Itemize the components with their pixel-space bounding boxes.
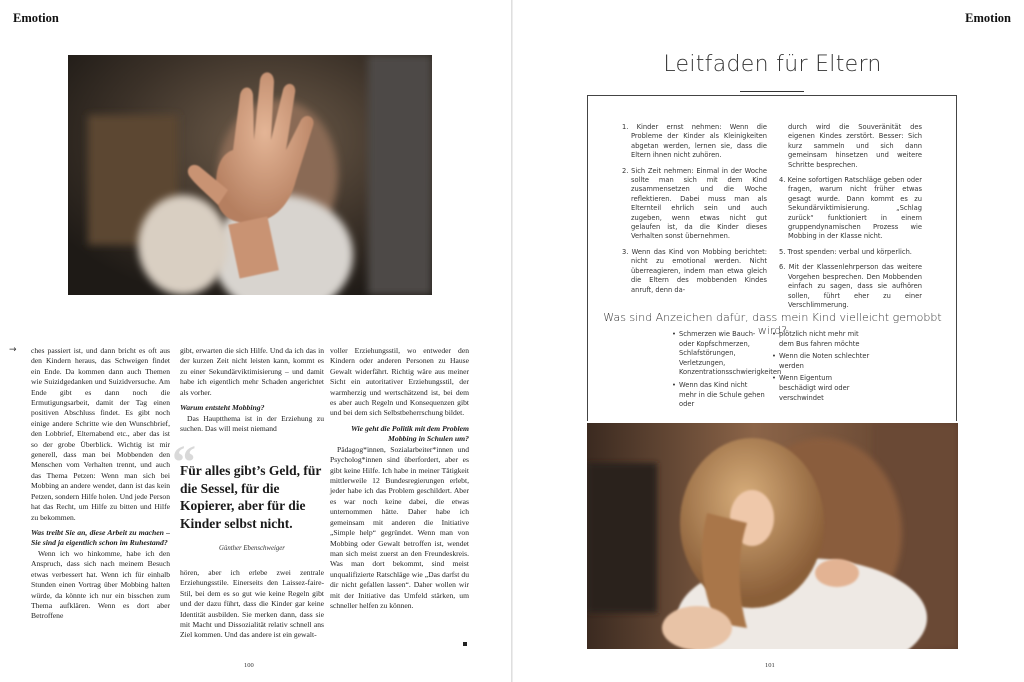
article-column-3 xyxy=(330,346,469,611)
paragraph: voller Erziehungsstil, wo entweder den Kindern oder anderen Personen zu Hause Gewalt widerfährt. Richtig wäre aus meiner Sicht ein autoritativer Erziehungsstil, der warmherzig und wertschätzend ist, bei dem es aber auch Regeln und Konsequenzen gibt und bei dem sich Selbstbeherrschung bildet. xyxy=(330,346,469,418)
hug-illustration xyxy=(587,423,958,649)
magazine-section-left: Emotion xyxy=(13,11,59,25)
title-underline xyxy=(740,91,804,92)
sign-item-text: plötzlich nicht mehr mit dem Bus fahren möchte xyxy=(779,330,860,348)
guide-title: Leitfaden für Eltern xyxy=(663,52,882,77)
paragraph: gibt, erwarten die sich Hilfe. Und da ich das in der kurzen Zeit nicht leisten kann, kommt es zu einer Sekundärviktimisierung – und damit habe ich eigentlich mehr Schaden angerichtet als vorher. xyxy=(180,346,324,397)
guide-item: durch wird die Souveränität des eigenen Kindes zerstört. Besser: Sich kurz sammeln und sich dann gemeinsam hinsetzen und weitere Schritte besprechen. xyxy=(788,123,922,169)
continuation-arrow-icon: → xyxy=(9,345,17,355)
interview-question: Was treibt Sie an, diese Arbeit zu machen – Sie sind ja eigentlich schon im Ruhestand? xyxy=(31,527,170,547)
page-number-left: 100 xyxy=(244,662,254,669)
page-spine xyxy=(511,0,513,682)
sign-item-continued xyxy=(772,330,870,349)
article-column-2-top xyxy=(180,346,324,435)
guide-item: 6. Mit der Klassenlehrperson das weitere Vorgehen besprechen. Den Mobbenden einfach zu sagen, dass sie aufhören sollen, führt eher zu einer Verschlimmerung. xyxy=(779,263,922,309)
paragraph: Pädagog*innen, Sozialarbeiter*innen und Psycholog*innen sind überfordert, aber es gibt keine Hilfe. Ich habe in meiner Tätigkeit mittlerweile 12 Bundesregierungen erlebt, jeder habe ich das Problem geschildert. Aber es war noch keine dabei, die etwas unternommen hätte. Daher habe ich gemeinsam mit anderen die Initiative „Simple help“ gegründet. Wenn man von Mobbing oder Gewalt betroffen ist, wendet man sich meist zuerst an den Freundeskreis. Was man dort bekommt, sind meist unqualifizierte Ratschläge wie „Das darfst du dir nicht gefallen lassen“. Daher wollen wir mit der Initiative das Umfeld stärken, um schneller helfen zu können. xyxy=(330,444,469,610)
guide-column-right xyxy=(779,123,922,316)
pull-quote-author: Günther Ebenschweiger xyxy=(219,545,285,552)
quote-mark-icon: “ xyxy=(172,436,196,489)
sign-item: • Wenn Eigentum beschädigt wird oder verschwindet xyxy=(772,374,870,403)
page-number-right: 101 xyxy=(765,662,775,669)
stop-hand-illustration xyxy=(68,55,432,295)
mother-daughter-hug-photo xyxy=(587,423,958,649)
guide-column-left xyxy=(622,123,767,301)
article-end-mark-icon xyxy=(463,642,467,646)
signs-list-left xyxy=(672,330,782,413)
article-column-2-bottom xyxy=(180,568,324,641)
paragraph: hören, aber ich erlebe zwei zentrale Erziehungsstile. Einerseits den Laissez-faire-Stil, bei dem es so gut wie keine Regeln gibt und der dazu führt, dass die Kinder gar keine Identität ausbilden. Sie merken dann, dass sie mit Macht und Dissozialität relativ schnell ans Ziel kommen. Und das andere ist ein gewalt- xyxy=(180,568,324,640)
sign-item: • Schmerzen wie Bauch- oder Kopfschmerzen, Schlafstörungen, Verletzungen, Konzentrationsschwierigkeiten xyxy=(672,330,765,378)
guide-item: 5. Trost spenden: verbal und körperlich. xyxy=(779,247,912,256)
paragraph: ches passiert ist, und dann bricht es oft aus den Kindern heraus, das Schweigen findet ein Ende. Da kommen dann auch Themen wie Suizidgedanken und Suizidversuche. Am Ende gibt es dann noch die Ermutigungsarbeit, damit der Tag einen positiven Abschluss findet. Es gibt noch einige andere Schritte wie den Wunschbrief, den Lobbrief, Elternabend etc., aber das ist so der grobe Überblick. Wichtig ist mir generell, dass man bei Mobbenden den Menschen vom Verhalten trennt, und auch das Thema Petzen: Wenn man sich bei Mobbing an andere wendet, dann ist das kein Petzen, sondern Hilfe holen. Und jede Person hat das Recht, um Hilfe zu bitten und Hilfe zu bekommen. xyxy=(31,346,170,522)
signs-list-right xyxy=(772,330,870,406)
paragraph: Das Hauptthema ist in der Erziehung zu suchen. Das will meist niemand xyxy=(180,414,324,434)
signs-title: Was sind Anzeichen dafür, dass mein Kind vielleicht gemobbt wird? xyxy=(603,311,942,337)
sign-item: • Wenn die Noten schlechter werden xyxy=(772,352,870,371)
guide-item: 3. Wenn das Kind von Mobbing berichtet: nicht zu emotional werden. Nicht überreagieren, indem man etwa gleich die Eltern des mobbenden Kindes anruft, denn da- xyxy=(622,247,767,294)
paragraph: Wenn ich wo hinkomme, habe ich den Anspruch, dass sich nach meinem Besuch etwas verbessert hat. Wenn ich für einhalb Stunden einen Vortrag über Mobbing halten würde, da könnte ich nur ein bisschen zum Thema aufklären. Wenn es dort aber Betroffene xyxy=(31,548,170,621)
pull-quote: Für alles gibt’s Geld, für die Sessel, für die Kopierer, aber für die Kinder selbst nicht. xyxy=(180,463,322,531)
sign-item: • Wenn das Kind nicht mehr in die Schule gehen oder xyxy=(672,381,765,410)
magazine-section-right: Emotion xyxy=(965,11,1011,25)
guide-item: 2. Sich Zeit nehmen: Einmal in der Woche sollte man sich mit dem Kind zusammensetzen und die Woche reflektieren. Dabei muss man als Elternteil ehrlich sein und auch zugeben, wenn etwas nicht gut gelaufen ist, da die Kinder dieses Verhalten sonst übernehmen. xyxy=(622,166,767,241)
interview-question: Wie geht die Politik mit dem Problem Mobbing in Schulen um? xyxy=(350,423,469,443)
guide-item: 1. Kinder ernst nehmen: Wenn die Probleme der Kinder als Kleinigkeiten abgetan werden, lernen sie, dass die Eltern ihnen nicht zuhören. xyxy=(622,123,767,160)
guide-item: 4. Keine sofortigen Ratschläge geben oder fragen, warum nicht früher etwas gesagt wurde. Dann kommt es zu Sekundärviktimisierung. „Schlag zurück“ funktioniert in einem gruppendynamischen Prozess wie Mobbing in der Klasse nicht. xyxy=(779,176,922,241)
article-column-1 xyxy=(31,346,170,622)
stop-hand-photo xyxy=(68,55,432,295)
interview-question: Warum entsteht Mobbing? xyxy=(180,403,265,413)
